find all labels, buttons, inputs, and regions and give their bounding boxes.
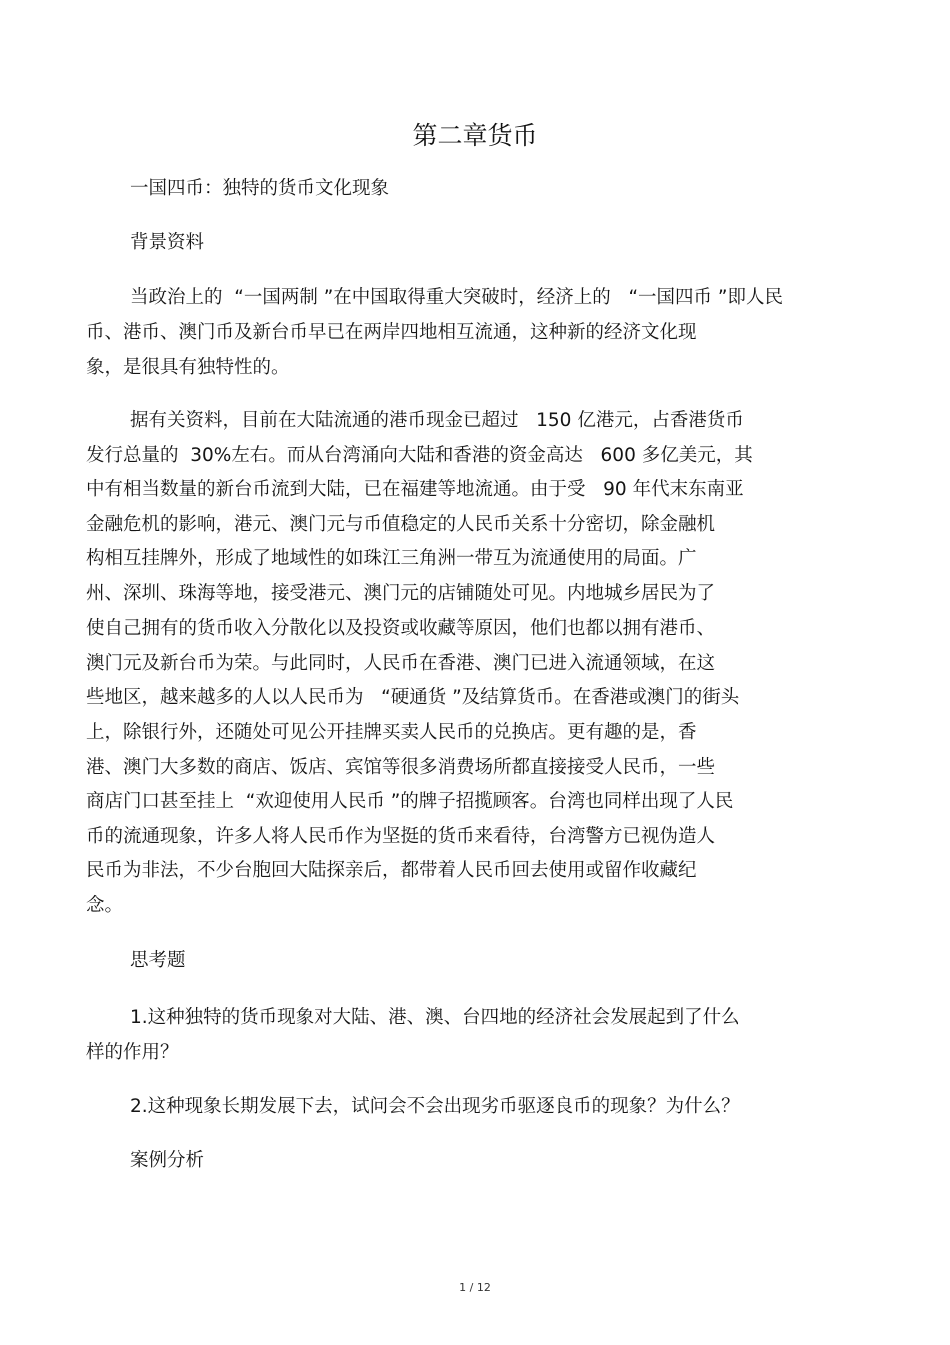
paragraph-line: 民币为非法，不少台胞回大陆探亲后，都带着人民币回去使用或留作收藏纪 — [86, 860, 697, 881]
paragraph-line: 构相互挂牌外，形成了地域性的如珠江三角洲一带互为流通使用的局面。广 — [86, 548, 697, 569]
question-line: 1.这种独特的货币现象对大陆、港、澳、台四地的经济社会发展起到了什么 — [130, 1007, 740, 1028]
paragraph-line: 念。 — [86, 895, 124, 916]
paragraph-line: 州、深圳、珠海等地，接受港元、澳门元的店铺随处可见。内地城乡居民为了 — [86, 583, 716, 604]
paragraph-line: 澳门元及新台币为荣。与此同时，人民币在香港、澳门已进入流通领域，在这 — [86, 653, 716, 674]
paragraph-line: 港、澳门大多数的商店、饭店、宾馆等很多消费场所都直接接受人民币，一些 — [86, 757, 716, 778]
paragraph-line: 使自己拥有的货币收入分散化以及投资或收藏等原因，他们也都以拥有港币、 — [86, 618, 716, 639]
question-2: 2.这种现象长期发展下去，试问会不会出现劣币驱逐良币的现象？为什么？ — [130, 1096, 740, 1117]
section-heading-background: 背景资料 — [130, 232, 205, 253]
section-heading-questions: 思考题 — [130, 950, 186, 971]
paragraph-line: 中有相当数量的新台币流到大陆，已在福建等地流通。由于受 90 年代末东南亚 — [86, 479, 744, 500]
paragraph-line: 据有关资料，目前在大陆流通的港币现金已超过 150 亿港元，占香港货币 — [130, 410, 744, 431]
page-number: 1 / 12 — [459, 1281, 491, 1294]
section-heading-case: 案例分析 — [130, 1150, 205, 1171]
paragraph-line: 币的流通现象，许多人将人民币作为坚挺的货币来看待，台湾警方已视伪造人 — [86, 826, 716, 847]
paragraph-line: 些地区，越来越多的人以人民币为 “硬通货 ”及结算货币。在香港或澳门的街头 — [86, 687, 740, 708]
paragraph-line: 上，除银行外，还随处可见公开挂牌买卖人民币的兑换店。更有趣的是，香 — [86, 722, 697, 743]
chapter-title: 第二章货币 — [412, 121, 538, 150]
paragraph-line: 币、港币、澳门币及新台币早已在两岸四地相互流通，这种新的经济文化现 — [86, 322, 697, 343]
subtitle: 一国四币：独特的货币文化现象 — [130, 178, 390, 199]
paragraph-line: 金融危机的影响，港元、澳门元与币值稳定的人民币关系十分密切，除金融机 — [86, 514, 716, 535]
paragraph-line: 商店门口甚至挂上 “欢迎使用人民币 ”的牌子招揽顾客。台湾也同样出现了人民 — [86, 791, 734, 812]
paragraph-line: 当政治上的 “一国两制 ”在中国取得重大突破时，经济上的 “一国四币 ”即人民 — [130, 287, 784, 308]
question-line: 样的作用？ — [86, 1042, 179, 1063]
paragraph-line: 象，是很具有独特性的。 — [86, 357, 290, 378]
paragraph-line: 发行总量的 30%左右。而从台湾涌向大陆和香港的资金高达 600 多亿美元，其 — [86, 445, 753, 466]
